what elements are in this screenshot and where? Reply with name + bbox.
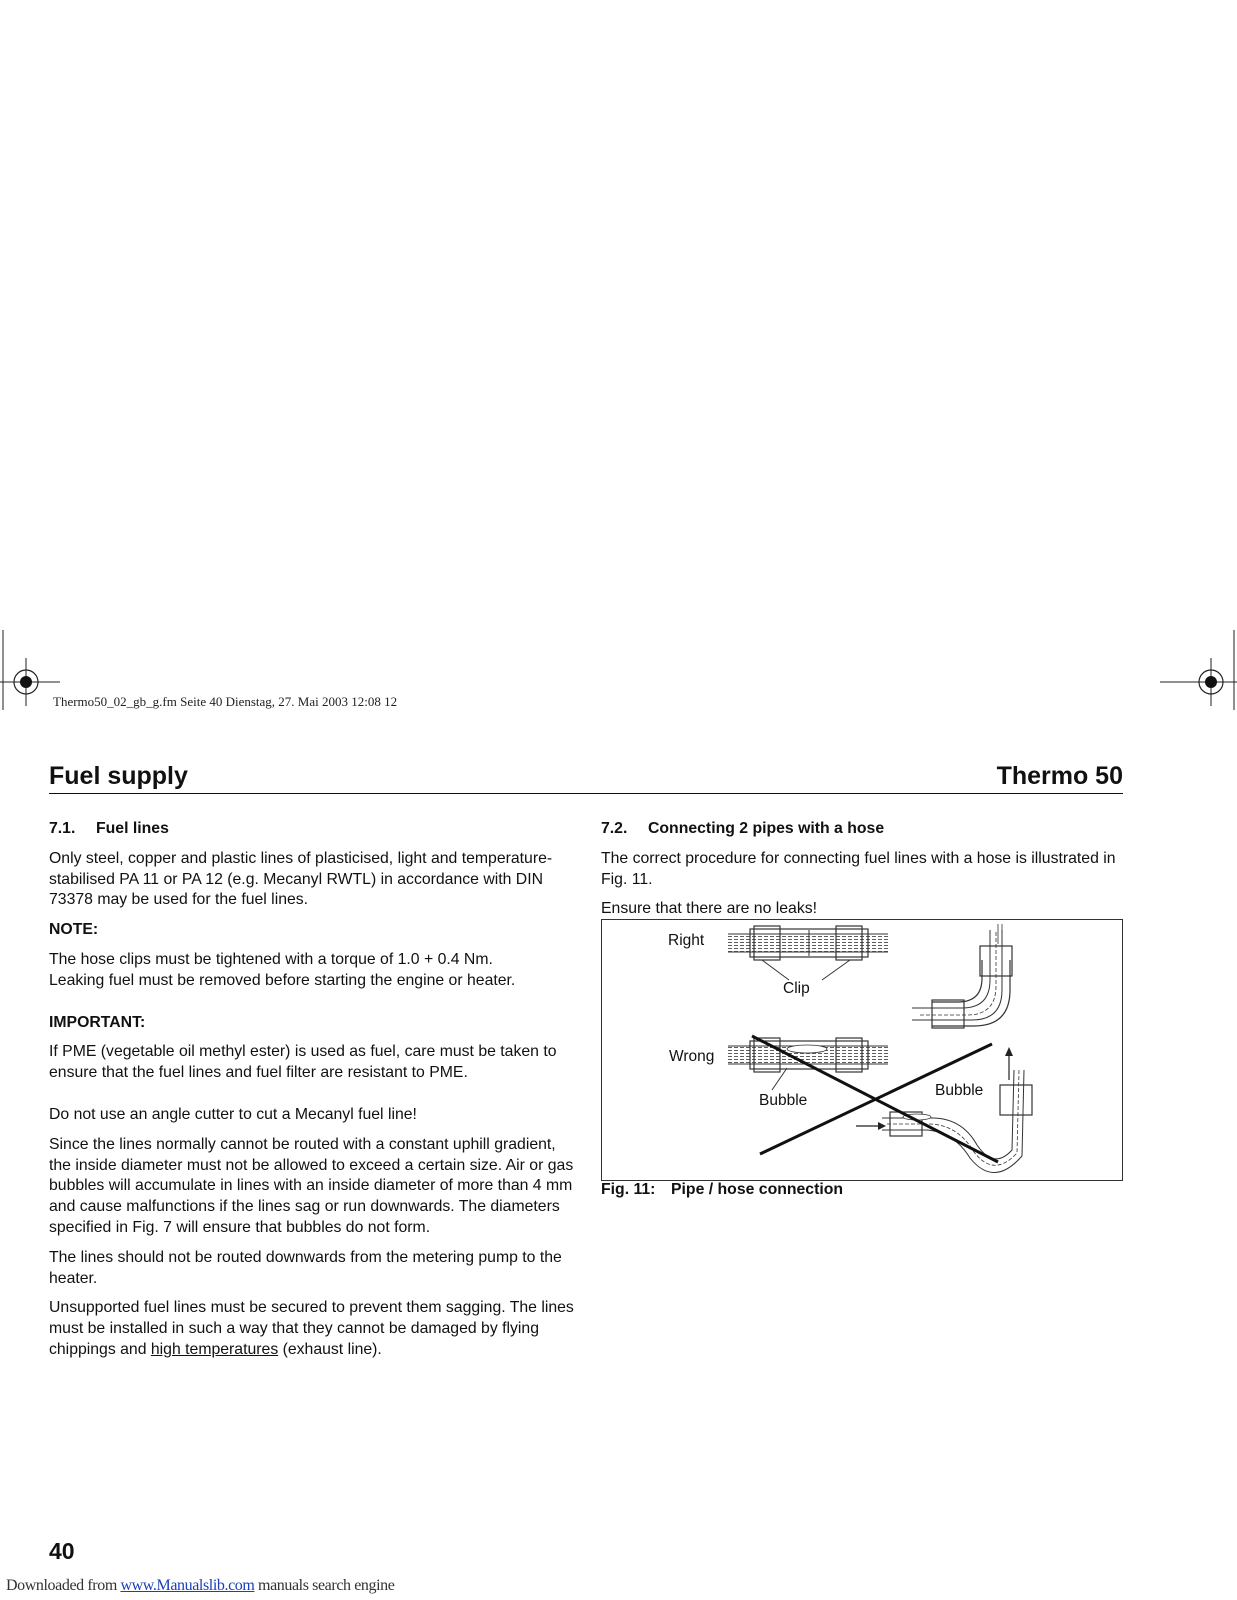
registration-mark-icon: [1160, 630, 1237, 710]
header-rule: [49, 793, 1123, 794]
registration-mark-icon: [0, 630, 60, 710]
note-line: The hose clips must be tightened with a torque of 1.0 + 0.4 Nm.: [49, 950, 493, 968]
important-label: IMPORTANT:: [49, 1013, 146, 1031]
high-temperatures-link[interactable]: high temperatures: [150, 1340, 279, 1358]
gradient-paragraph: Since the lines normally cannot be routed with a constant uphill gradient, the inside diameter must not be allowed to exceed a certain size. Air or gas bubbles will accumulate in lines with an inside diameter of more than 4 mm and cause malfunctions if the lines sag or run downwards. The diameters specified in Fig. 7 will ensure that bubbles do not form.: [49, 1135, 574, 1236]
figure-caption: [601, 1181, 843, 1199]
heading-title: Fuel lines: [96, 820, 169, 837]
section-title: Fuel supply: [49, 762, 188, 790]
label-clip: Clip: [783, 980, 810, 997]
angle-cutter-warning: Do not use an angle cutter to cut a Mecanyl fuel line!: [49, 1105, 417, 1123]
download-footer: Downloaded from www.Manualslib.com manuals search engine: [6, 1577, 395, 1594]
unsupported-paragraph: Unsupported fuel lines must be secured to prevent them sagging. The lines must be installed in such a way that they cannot be damaged by flying chippings and high temperatures (exhaust line).: [49, 1299, 574, 1358]
right-column: [601, 819, 1123, 929]
label-bubble-left: Bubble: [759, 1092, 808, 1109]
label-wrong: Wrong: [669, 1048, 715, 1065]
heading-title: Connecting 2 pipes with a hose: [648, 820, 885, 837]
correct-connection-elbow: [912, 924, 1012, 1028]
important-text: If PME (vegetable oil methyl ester) is used as fuel, care must be taken to ensure that the fuel lines and fuel filter are resistant to PME.: [49, 1043, 557, 1082]
note-line: Leaking fuel must be removed before starting the engine or heater.: [49, 971, 516, 989]
manualslib-link[interactable]: www.Manualslib.com: [120, 1577, 255, 1594]
note-label: NOTE:: [49, 921, 99, 939]
heading-number: 7.1.: [49, 820, 76, 837]
fuel-lines-intro: Only steel, copper and plastic lines of plasticised, light and temperature-stabilised PA 11 or PA 12 (e.g. Mecanyl RWTL) in accordance with DIN 73378 may be used for the fuel lines.: [49, 849, 553, 909]
caption-title: Pipe / hose connection: [671, 1181, 844, 1198]
correct-connection-straight: [728, 926, 888, 980]
section-heading-fuel-lines: [49, 819, 579, 840]
product-title: Thermo 50: [996, 762, 1123, 790]
frame-info: Thermo50_02_gb_g.fm Seite 40 Dienstag, 27. Mai 2003 12:08 12: [53, 694, 398, 709]
no-leaks-text: Ensure that there are no leaks!: [601, 900, 818, 918]
heading-number: 7.2.: [601, 820, 628, 837]
connecting-intro: The correct procedure for connecting fuel lines with a hose is illustrated in Fig. 11.: [601, 849, 1116, 888]
left-column: [49, 819, 579, 1370]
label-right: Right: [668, 932, 705, 949]
figure-pipe-hose-connection: [601, 919, 1123, 1181]
downwards-paragraph: The lines should not be routed downwards from the metering pump to the heater.: [49, 1248, 562, 1287]
section-heading-connecting-pipes: [601, 819, 1123, 840]
label-bubble-right: Bubble: [935, 1082, 984, 1099]
page-number: 40: [49, 1538, 75, 1564]
caption-number: Fig. 11:: [601, 1181, 656, 1198]
